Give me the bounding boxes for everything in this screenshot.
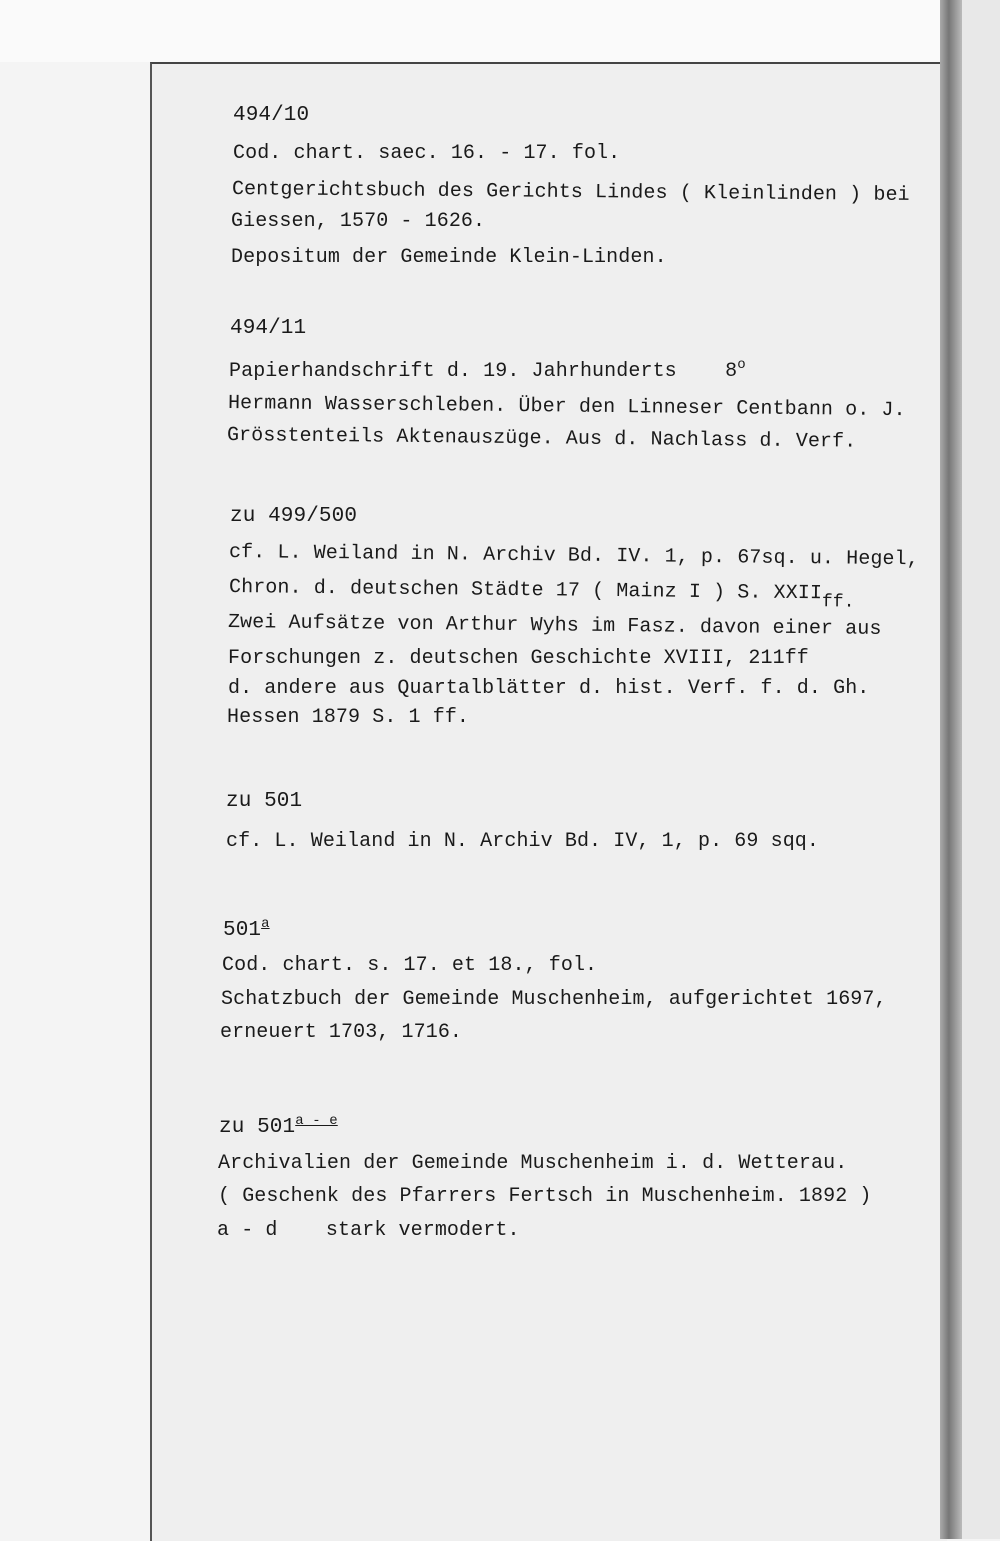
entry-line: Cod. chart. saec. 16. - 17. fol.	[233, 142, 621, 165]
entry-line: Cod. chart. s. 17. et 18., fol.	[222, 954, 598, 977]
entry-line: Schatzbuch der Gemeinde Muschenheim, aufgerichtet 1697,	[221, 988, 887, 1011]
entry-heading: 494/11	[230, 317, 307, 340]
entry-heading: 494/10	[233, 104, 310, 127]
heading-superscript: a	[261, 916, 270, 932]
entry-line: Giessen, 1570 - 1626.	[231, 210, 486, 233]
page-edge-shadow	[940, 0, 962, 1539]
entry-line	[229, 357, 746, 383]
subscript: ff.	[821, 592, 855, 613]
entry-line: Depositum der Gemeinde Klein-Linden.	[231, 246, 667, 269]
entry-line: Hessen 1879 S. 1 ff.	[227, 706, 470, 729]
entry-line: cf. L. Weiland in N. Archiv Bd. IV. 1, p. 67sq. u. Hegel,	[228, 541, 919, 572]
entry-heading: zu 501	[226, 790, 303, 813]
entry-line: Forschungen z. deutschen Geschichte XVIII, 211ff	[228, 647, 809, 670]
entry-line: erneuert 1703, 1716.	[220, 1021, 463, 1044]
entry-line: ( Geschenk des Pfarrers Fertsch in Muschenheim. 1892 )	[218, 1185, 872, 1208]
format-superscript: o	[737, 357, 746, 373]
heading-text: 501	[223, 919, 262, 942]
entry-heading: zu 499/500	[230, 505, 358, 528]
heading-superscript: a - e	[295, 1113, 338, 1129]
entry-line: Archivalien der Gemeinde Muschenheim i. d. Wetterau.	[218, 1152, 848, 1175]
entry-line-text: Papierhandschrift d. 19. Jahrhunderts 8	[229, 360, 738, 383]
entry-line: d. andere aus Quartalblätter d. hist. Verf. f. d. Gh.	[228, 677, 870, 700]
entry-line: a - d stark vermodert.	[217, 1219, 520, 1242]
entry-line: cf. L. Weiland in N. Archiv Bd. IV, 1, p. 69 sqq.	[226, 830, 819, 853]
heading-text: zu 501	[219, 1116, 296, 1139]
entry-heading	[219, 1113, 338, 1139]
entry-line: Centgerichtsbuch des Gerichts Lindes ( Kleinlinden ) bei	[231, 178, 910, 207]
entry-heading	[223, 916, 270, 942]
entry-line: Grösstenteils Aktenauszüge. Aus d. Nachlass d. Verf.	[226, 424, 857, 454]
page-edge	[962, 0, 1000, 1539]
entry-line: Hermann Wasserschleben. Über den Linneser Centbann o. J.	[227, 392, 906, 423]
background-top	[0, 0, 1000, 62]
entry-line-text: Chron. d. deutschen Städte 17 ( Mainz I ) S. XXII	[228, 576, 823, 606]
entry-line: Zwei Aufsätze von Arthur Wyhs im Fasz. davon einer aus	[227, 611, 882, 641]
